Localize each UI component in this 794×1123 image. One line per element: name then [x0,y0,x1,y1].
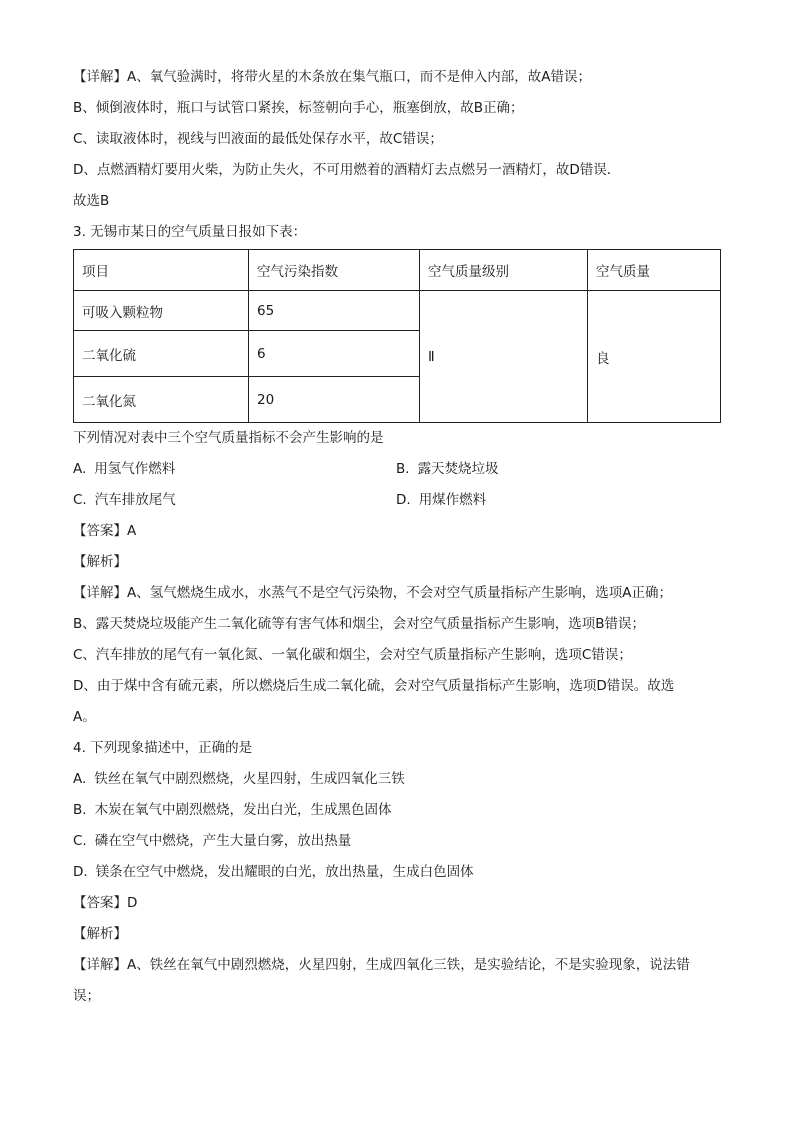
table-cell-index: 20 [249,377,420,423]
q2-detail-b: B、倾倒液体时，瓶口与试管口紧挨，标签朝向手心，瓶塞倒放，故B正确； [73,100,524,116]
air-quality-table [73,249,721,423]
option-text: 镁条在空气中燃烧，发出耀眼的白光，放出热量，生成白色固体 [95,864,474,880]
option-letter: D. [396,492,411,508]
q3-detail-d: D、由于煤中含有硫元素，所以燃烧后生成二氧化硫，会对空气质量指标产生影响，选项D错误。故选 [73,678,675,694]
q3-analysis: 【解析】 [73,554,127,570]
q3-detail-b: B、露天焚烧垃圾能产生二氧化硫等有害气体和烟尘，会对空气质量指标产生影响，选项B错误； [73,616,646,632]
q4-analysis: 【解析】 [73,926,127,942]
q4-stem: 4. 下列现象描述中，正确的是 [73,740,253,756]
table-cell-item: 二氧化氮 [74,377,249,423]
q3-stem: 3. 无锡市某日的空气质量日报如下表： [73,224,307,240]
table-cell-item: 二氧化硫 [74,331,249,377]
q4-option-d [73,857,723,888]
table-header-cell: 项目 [74,250,249,291]
table-cell-item: 可吸入颗粒物 [74,291,249,331]
q3-detail-c: C、汽车排放的尾气有一氧化氮、一氧化碳和烟尘，会对空气质量指标产生影响，选项C错误； [73,647,632,663]
q3-option-b [396,454,719,485]
option-letter: D. [73,864,88,880]
q2-detail-a: 【详解】A、氧气验满时，将带火星的木条放在集气瓶口，而不是伸入内部，故A错误； [73,69,591,85]
q4-option-c [73,826,723,857]
option-letter: A. [73,461,87,477]
q4-detail-a-tail: 误； [73,988,100,1004]
q2-detail-c: C、读取液体时，视线与凹液面的最低处保存水平，故C错误； [73,131,443,147]
table-cell-quality: 良 [588,291,721,423]
q4-option-b [73,795,723,826]
q3-question: 下列情况对表中三个空气质量指标不会产生影响的是 [73,430,384,446]
option-text: 用煤作燃料 [418,492,487,508]
q2-choose: 故选B [73,193,110,209]
option-text: 用氢气作燃料 [94,461,176,477]
option-letter: A. [73,771,87,787]
table-header-row [74,250,721,291]
q3-answer: 【答案】A [73,523,137,539]
q4-option-a [73,764,723,795]
table-cell-index: 6 [249,331,420,377]
option-text: 汽车排放尾气 [94,492,176,508]
q4-detail-a: 【详解】A、铁丝在氧气中剧烈燃烧，火星四射，生成四氧化三铁，是实验结论，不是实验现象，说法错 [73,957,690,973]
q3-option-c [73,485,396,516]
option-letter: C. [73,492,87,508]
q3-detail-d-tail: A。 [73,709,96,725]
table-cell-level: Ⅱ [420,291,588,423]
table-cell-index: 65 [249,291,420,331]
q3-detail-a: 【详解】A、氢气燃烧生成水，水蒸气不是空气污染物，不会对空气质量指标产生影响，选项A正确； [73,585,672,601]
q2-detail-d: D、点燃酒精灯要用火柴，为防止失火，不可用燃着的酒精灯去点燃另一酒精灯，故D错误． [73,162,621,178]
option-text: 铁丝在氧气中剧烈燃烧，火星四射，生成四氧化三铁 [94,771,405,787]
table-header-cell: 空气质量级别 [420,250,588,291]
q3-option-d [396,485,719,516]
q4-answer: 【答案】D [73,895,138,911]
option-letter: C. [73,833,87,849]
q3-options-row-1 [73,454,723,485]
table-header-cell: 空气污染指数 [249,250,420,291]
table-header-cell: 空气质量 [588,250,721,291]
option-text: 磷在空气中燃烧，产生大量白雾，放出热量 [94,833,352,849]
table-row [74,291,721,331]
option-text: 木炭在氧气中剧烈燃烧，发出白光，生成黑色固体 [94,802,392,818]
option-letter: B. [396,461,410,477]
option-letter: B. [73,802,87,818]
document-page [73,62,723,1012]
q3-options-row-2 [73,485,723,516]
q3-option-a [73,454,396,485]
option-text: 露天焚烧垃圾 [417,461,499,477]
